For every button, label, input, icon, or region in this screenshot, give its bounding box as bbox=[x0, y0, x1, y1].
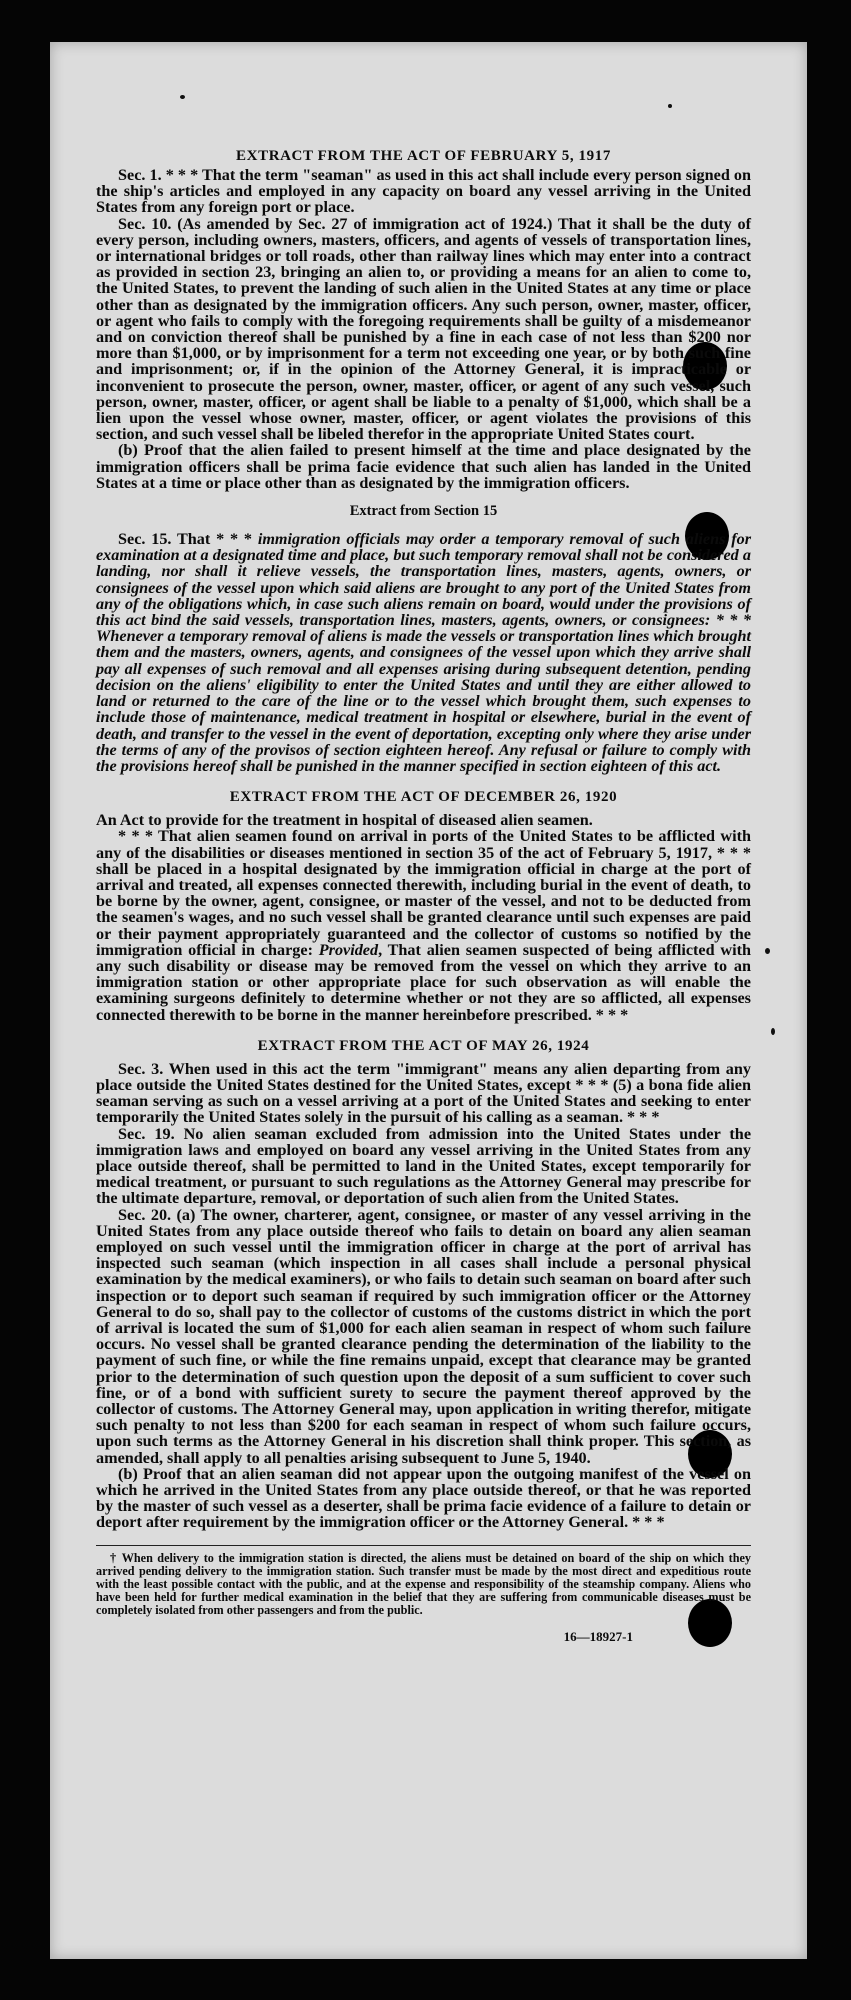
document-text bbox=[96, 145, 751, 1643]
scan-speck bbox=[668, 104, 672, 108]
footnote: † When delivery to the immigration station is directed, the aliens must be detained on board of the ship on which they arrived pending delivery to the immigration station. Such transfer must be made by the most direct and expeditious route with the least possible contact with the public, and at the expense and responsibility of the steamship company. Aliens who have been held for further medical examination in the belief that they are suffering from communicable diseases must be completely isolated from other passengers and from the public. bbox=[96, 1545, 751, 1618]
act-1920-body-a: * * * That alien seamen found on arrival in ports of the United States to be afflicted with any of the disabilities or diseases mentioned in section 35 of the act of February 5, 1917, * * * shall be placed in a hospital designated by the immigration official in charge at the port of arrival and treated, all expenses connected therewith, including burial in the event of death, to be borne by the owner, agent, consignee, or master of the vessel, and not to be deducted from the seamen's wages, and no such vessel shall be granted clearance until such expenses are paid or their payment appropriately guaranteed and the collector of customs so notified by the immigration official in charge: bbox=[96, 827, 751, 959]
scan-speck bbox=[765, 948, 770, 954]
act-1920-body-b: , That alien seamen suspected of being afflicted with any such disability or disease may be removed from the vessel on which they arrive to an immigration station or other appropriate place for such observation as will enable the examining surgeons definitely to determine whether or not they are so afflicted, all expenses connected therewith to be borne in the manner hereinbefore prescribed. * * * bbox=[96, 940, 751, 1024]
act-1920-paragraph bbox=[96, 828, 751, 1022]
section-19-paragraph: Sec. 19. No alien seaman excluded from admission into the United States under the immigration laws and employed on board any vessel arriving in the United States from any place outside thereof, shall be permitted to land in the United States, except temporarily for medical treatment, or pursuant to such regulations as the Attorney General may prescribe for the ultimate departure, removal, or deportation of such alien from the United States. bbox=[96, 1124, 751, 1208]
section-1-paragraph: Sec. 1. * * * That the term "seaman" as used in this act shall include every person signed on the ship's articles and employed in any capacity on board any vessel arriving in the United States from any foreign port or place. bbox=[96, 166, 751, 217]
act-1920-provided: Provided bbox=[318, 940, 379, 959]
form-number: 16—18927-1 bbox=[563, 1628, 633, 1644]
section-15-body: immigration officials may order a temporary removal of such aliens for examination at a designated time and place, but such temporary removal shall not be considered a landing, nor shall it relieve vessels, the transportation lines, masters, agents, owners, or consignees of the vessel upon which said aliens are brought to any port of the United States from any of the obligations which, in case such aliens remain on board, would under the provisions of this act bind the said vessels, transportation lines, masters, agents, owners, or consignees: * * * Whenever a temporary removal of aliens is made the vessels or transportation lines which brought them and the masters, owners, agents, and consignees of the vessel upon which they arrive shall pay all expenses of such removal and all expenses arising during subsequent detention, pending decision on the aliens' eligibility to enter the United States and until they are either allowed to land or returned to the care of the line or to the vessel which brought them, such expenses to include those of maintenance, medical treatment in hospital or elsewhere, burial in the event of death, and transfer to the vessel in the event of deportation, excepting only where they arise under the terms of any of the provisos of section eighteen hereof. Any refusal or failure to comply with the provisions hereof shall be punished in the manner specified in section eighteen of this act. bbox=[96, 530, 751, 775]
section-20-paragraph: Sec. 20. (a) The owner, charterer, agent, consignee, or master of any vessel arriving in the United States from any place outside thereof who fails to detain on board any alien seaman employed on such vessel until the immigration officer in charge at the port of arrival has inspected such seaman (which inspection in all cases shall include a personal physical examination by the medical examiners), or who fails to detain such seaman on board after such inspection or to deport such seaman if required by such immigration officer or the Attorney General to do so, shall pay to the collector of customs of the customs district in which the port of arrival is located the sum of $1,000 for each alien seaman in respect of whom such failure occurs. No vessel shall be granted clearance pending the determination of the liability to the payment of such fine, or while the fine remains unpaid, except that clearance may be granted prior to the determination of such question upon the deposit of a sum sufficient to cover such fine, or of a bond with sufficient surety to secure the payment thereof approved by the collector of customs. The Attorney General may, upon application in writing therefor, mitigate such penalty to not less than $200 for each seaman in respect of whom such failure occurs, upon such terms as the Attorney General in his discretion shall think proper. This section, as amended, shall apply to all penalties arising subsequent to June 5, 1940. bbox=[96, 1205, 751, 1467]
section-10b-paragraph: (b) Proof that the alien failed to present himself at the time and place designated by the immigration officers shall be prima facie evidence that such alien has landed in the United States at a time or place other than as designated by the immigration officers. bbox=[96, 441, 751, 492]
act-1920-title: An Act to provide for the treatment in hospital of diseased alien seamen. bbox=[96, 811, 593, 830]
section-15-lead: Sec. 15. That * * * bbox=[118, 530, 258, 549]
scan-speck bbox=[180, 95, 185, 99]
heading-act-1920: EXTRACT FROM THE ACT OF DECEMBER 26, 1920 bbox=[229, 789, 618, 806]
heading-act-1917: EXTRACT FROM THE ACT OF FEBRUARY 5, 1917 bbox=[236, 148, 611, 164]
section-3-paragraph: Sec. 3. When used in this act the term "immigrant" means any alien departing from any place outside the United States destined for the United States, except * * * (5) a bona fide alien seaman serving as such on a vessel arriving at a port of the United States and seeking to enter temporarily the United States solely in the pursuit of his calling as a seaman. * * * bbox=[96, 1059, 751, 1127]
heading-act-1924: EXTRACT FROM THE ACT OF MAY 26, 1924 bbox=[257, 1037, 590, 1054]
section-15-paragraph bbox=[96, 531, 751, 774]
scan-speck bbox=[771, 1028, 775, 1035]
subheading-section-15: Extract from Section 15 bbox=[349, 503, 498, 520]
section-20b-paragraph: (b) Proof that an alien seaman did not appear upon the outgoing manifest of the vessel on which he arrived in the United States from any place outside thereof, or that he was reported by the master of such vessel as a deserter, shall be prima facie evidence of a failure to detain or deport after requirement by the immigration officer or the Attorney General. * * * bbox=[96, 1464, 751, 1532]
section-10-paragraph: Sec. 10. (As amended by Sec. 27 of immigration act of 1924.) That it shall be the duty of every person, including owners, masters, officers, and agents of vessels of transportation lines, or international bridges or toll roads, other than railway lines which may enter into a contract as provided in section 23, bringing an alien to, or providing a means for an alien to come to, the United States, to prevent the landing of such alien in the United States at any time or place other than as designated by the immigration officers. Any such person, owner, master, officer, or agent who fails to comply with the foregoing requirements shall be guilty of a misdemeanor and on conviction thereof shall be punished by a fine in each case of not less than $200 nor more than $1,000, or by imprisonment for a term not exceeding one year, or by both such fine and imprisonment; or, if in the opinion of the Attorney General, it is impracticable or inconvenient to prosecute the person, owner, master, officer, or agent of any such vessel, such person, owner, master, officer, or agent shall be liable to a penalty of $1,000, which shall be a lien upon the vessel whose owner, master, officer, or agent violates the provisions of this section, and such vessel shall be libeled therefor in the appropriate United States court. bbox=[96, 214, 751, 444]
